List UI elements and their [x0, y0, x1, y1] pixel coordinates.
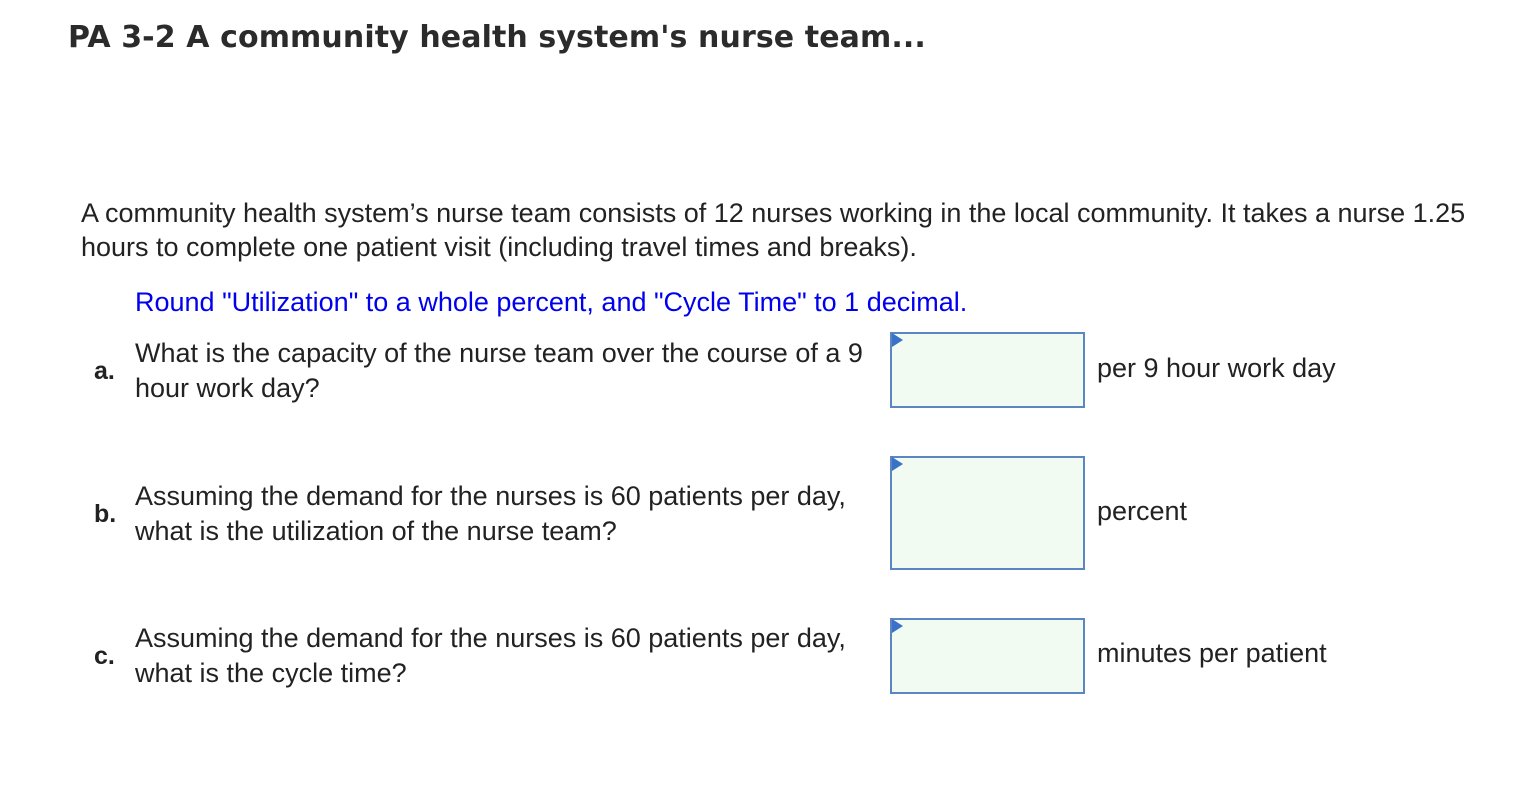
- answer-unit-label: percent: [1097, 496, 1188, 526]
- answer-flag-icon: [892, 333, 903, 347]
- answer-flag-icon: [892, 619, 903, 633]
- cycle-time-answer-input[interactable]: [890, 618, 1085, 694]
- problem-statement: A community health system’s nurse team consists of 12 nurses working in the local community. It takes a nurse 1.25 hours to complete one patient visit (including travel times and breaks).: [81, 198, 1466, 262]
- rounding-instruction: Round "Utilization" to a whole percent, and "Cycle Time" to 1 decimal.: [135, 287, 968, 317]
- utilization-answer-input[interactable]: [890, 456, 1085, 570]
- capacity-answer-input[interactable]: [890, 332, 1085, 408]
- question-letter: b.: [94, 500, 117, 528]
- answer-unit-label: per 9 hour work day: [1097, 353, 1336, 383]
- question-text: Assuming the demand for the nurses is 60 patients per day, what is the utilization of the nurse team?: [135, 481, 846, 546]
- question-text: Assuming the demand for the nurses is 60 patients per day, what is the cycle time?: [135, 623, 846, 688]
- question-text: What is the capacity of the nurse team over the course of a 9 hour work day?: [135, 338, 863, 403]
- page-title: PA 3-2 A community health system's nurse team...: [68, 20, 926, 55]
- question-letter: c.: [94, 642, 115, 670]
- answer-unit-label: minutes per patient: [1097, 638, 1327, 668]
- answer-flag-icon: [892, 457, 903, 471]
- question-letter: a.: [94, 357, 115, 385]
